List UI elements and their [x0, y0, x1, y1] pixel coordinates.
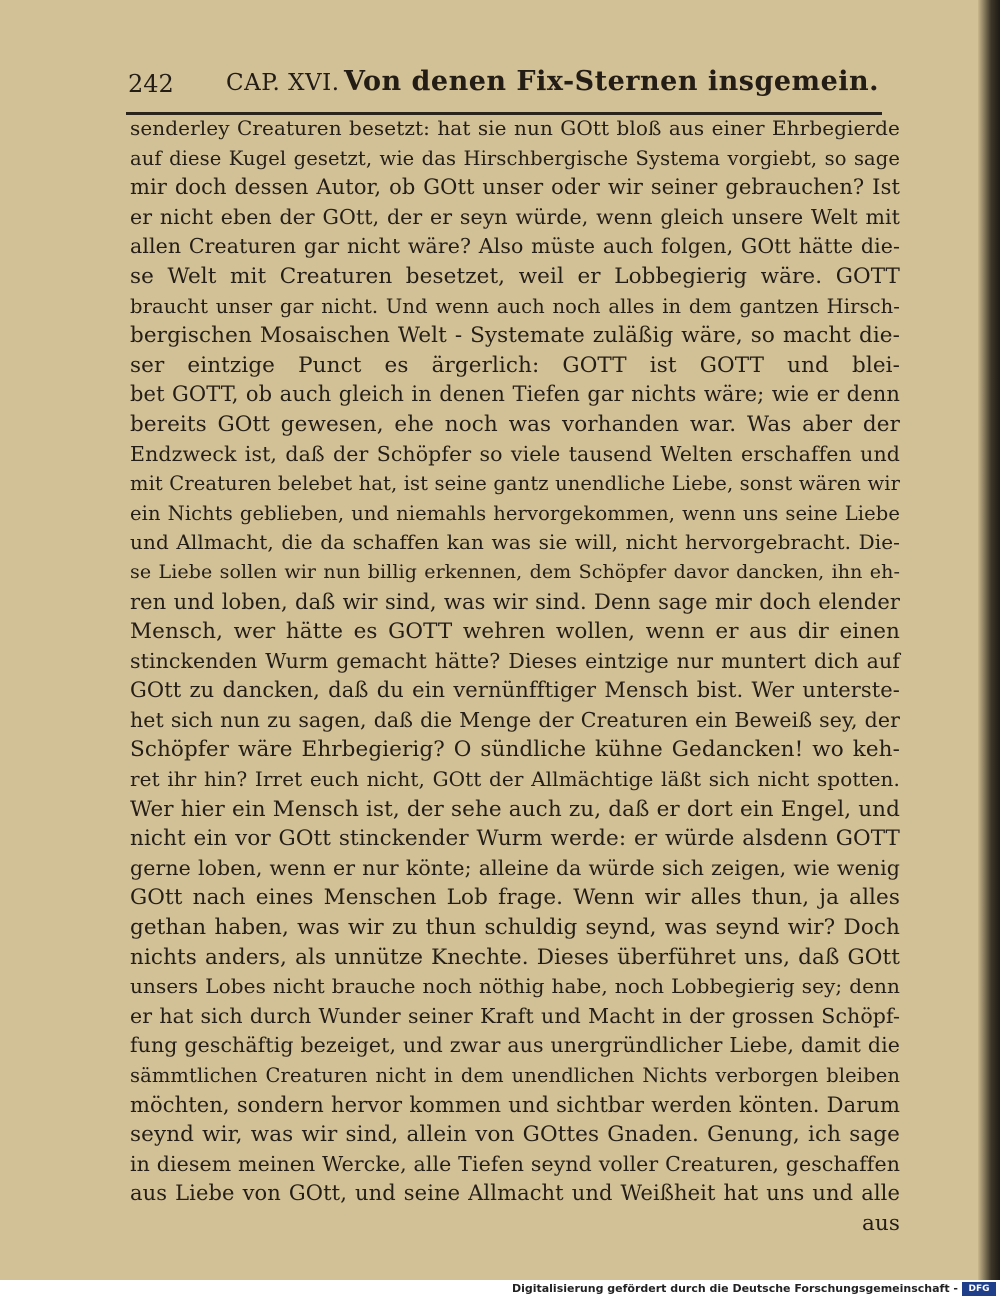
text-line: mir doch dessen Autor, ob GOtt unser oder wir seiner gebrauchen? Ist — [130, 175, 900, 200]
text-line: bergischen Mosaischen Welt - Systemate zuläßig wäre, so macht die- — [130, 323, 900, 349]
text-line: nicht ein vor GOtt stinckender Wurm werde: er würde alsdenn GOTT — [130, 826, 900, 852]
text-line: Endzweck ist, daß der Schöpfer so viele tausend Welten erschaffen und — [130, 441, 900, 466]
dfg-credit: Digitalisierung gefördert durch die Deutsche Forschungsgemeinschaft - — [511, 1282, 958, 1295]
text-line: senderley Creaturen besetzt: hat sie nun GOtt bloß aus einer Ehrbegierde — [130, 116, 900, 140]
text-line: unsers Lobes nicht brauche noch nöthig habe, noch Lobbegierig sey; denn — [130, 974, 900, 999]
text-line: und Allmacht, die da schaffen kan was sie will, nicht hervorgebracht. Die- — [130, 530, 900, 555]
text-line: stinckenden Wurm gemacht hätte? Dieses eintzige nur muntert dich auf — [130, 648, 900, 673]
text-line: er hat sich durch Wunder seiner Kraft und Macht in der grossen Schöpf- — [130, 1003, 900, 1028]
page-edge — [978, 0, 1000, 1280]
text-line: Mensch, wer hätte es GOTT wehren wollen, wenn er aus dir einen — [130, 619, 900, 645]
running-title: Von denen Fix-Sternen insgemein. — [344, 66, 880, 97]
page-number: 242 — [128, 70, 174, 98]
text-line: allen Creaturen gar nicht wäre? Also müste auch folgen, GOtt hätte die- — [130, 234, 900, 259]
text-line: fung geschäftig bezeiget, und zwar aus unergründlicher Liebe, damit die — [130, 1033, 900, 1058]
text-line: er nicht eben der GOtt, der er seyn würde, wenn gleich unsere Welt mit — [130, 204, 900, 229]
text-line: aus Liebe von GOtt, und seine Allmacht und Weißheit hat uns und alle — [130, 1181, 900, 1206]
text-line: sämmtlichen Creaturen nicht in dem unendlichen Nichts verborgen bleiben — [130, 1064, 900, 1087]
text-line: seynd wir, was wir sind, allein von GOttes Gnaden. Genung, ich sage — [130, 1122, 900, 1148]
text-line: gerne loben, wenn er nur könte; alleine da würde sich zeigen, wie wenig — [130, 855, 900, 880]
text-line: auf diese Kugel gesetzt, wie das Hirschbergische Systema vorgiebt, so sage — [130, 146, 900, 170]
text-line: ser eintzige Punct es ärgerlich: GOTT ist GOTT und blei- — [130, 352, 900, 378]
chapter-label: CAP. XVI. — [226, 70, 340, 96]
text-line: GOtt zu dancken, daß du ein vernünfftiger Mensch bist. Wer unterste- — [130, 678, 900, 703]
text-line: Schöpfer wäre Ehrbegierig? O sündliche kühne Gedancken! wo keh- — [130, 737, 900, 763]
text-line: ren und loben, daß wir sind, was wir sind. Denn sage mir doch elender — [130, 589, 900, 614]
page-header — [118, 62, 888, 112]
text-line: bereits GOtt gewesen, ehe noch was vorhanden war. Was aber der — [130, 411, 900, 437]
text-line: möchten, sondern hervor kommen und sichtbar werden könten. Darum — [130, 1092, 900, 1117]
text-line: in diesem meinen Wercke, alle Tiefen seynd voller Creaturen, geschaffen — [130, 1151, 900, 1176]
text-line: gethan haben, was wir zu thun schuldig seynd, was seynd wir? Doch — [130, 915, 900, 941]
text-line: GOtt nach eines Menschen Lob frage. Wenn wir alles thun, ja alles — [130, 885, 900, 911]
text-line: Wer hier ein Mensch ist, der sehe auch zu, daß er dort ein Engel, und — [130, 796, 900, 822]
catchword: aus — [862, 1210, 900, 1236]
text-line: het sich nun zu sagen, daß die Menge der Creaturen ein Beweiß sey, der — [130, 707, 900, 732]
body-text — [130, 114, 900, 1239]
footer-bar — [0, 1280, 1000, 1299]
dfg-logo: DFG — [962, 1282, 996, 1296]
text-line: nichts anders, als unnütze Knechte. Dieses überführet uns, daß GOtt — [130, 944, 900, 970]
text-line: mit Creaturen belebet hat, ist seine gantz unendliche Liebe, sonst wären wir — [130, 472, 900, 496]
text-line: braucht unser gar nicht. Und wenn auch noch alles in dem gantzen Hirsch- — [130, 294, 900, 318]
text-line: se Liebe sollen wir nun billig erkennen, dem Schöpfer davor dancken, ihn eh- — [130, 560, 900, 583]
text-line: se Welt mit Creaturen besetzet, weil er Lobbegierig wäre. GOTT — [130, 263, 900, 289]
text-line: ret ihr hin? Irret euch nicht, GOtt der Allmächtige läßt sich nicht spotten. — [130, 767, 900, 792]
text-line: bet GOTT, ob auch gleich in denen Tiefen gar nichts wäre; wie er denn — [130, 382, 900, 407]
text-line: ein Nichts geblieben, und niemahls hervorgekommen, wenn uns seine Liebe — [130, 501, 900, 525]
